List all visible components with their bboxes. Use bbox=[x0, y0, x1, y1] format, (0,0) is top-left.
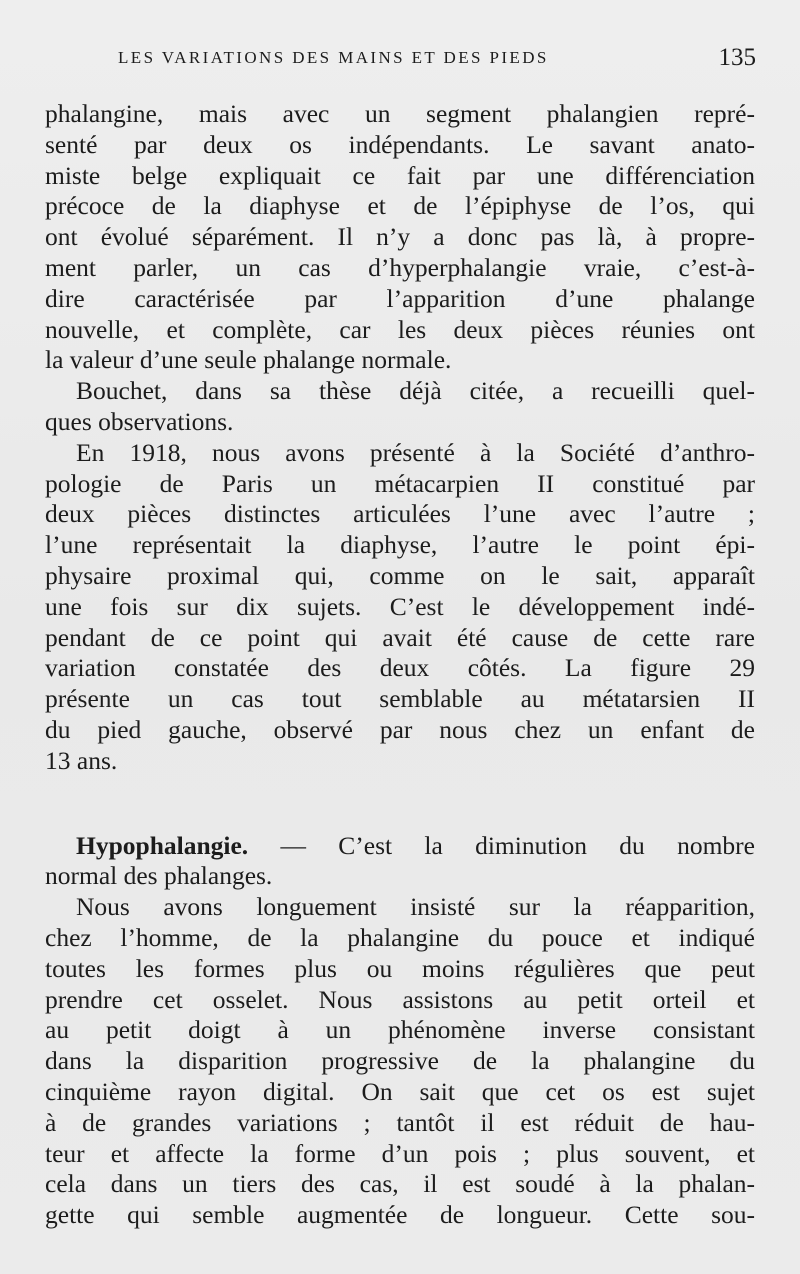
section-heading-text: — C’est la diminution du nombre bbox=[248, 830, 755, 860]
text-line: précoce de la diaphyse et de l’épiphyse de l’os, qui bbox=[45, 191, 755, 221]
text-line: l’une représentait la diaphyse, l’autre le point épi- bbox=[45, 530, 755, 560]
text-line: variation constatée des deux côtés. La figure 29 bbox=[45, 653, 755, 683]
section-hypophalangie bbox=[45, 831, 755, 893]
text-line: En 1918, nous avons présenté à la Société d’anthro- bbox=[76, 437, 755, 467]
running-title: LES VARIATIONS DES MAINS ET DES PIEDS bbox=[118, 48, 549, 67]
text-line: teur et affecte la forme d’un pois ; plus souvent, et bbox=[45, 1138, 755, 1168]
text-line: miste belge expliquait ce fait par une différenciation bbox=[45, 160, 755, 190]
text-line: la valeur d’une seule phalange normale. bbox=[45, 345, 452, 375]
text-line: cela dans un tiers des cas, il est soudé à la phalan- bbox=[45, 1169, 755, 1199]
text-line: senté par deux os indépendants. Le savant anato- bbox=[45, 129, 755, 159]
text-line: gette qui semble augmentée de longueur. Cette sou- bbox=[45, 1200, 755, 1230]
text-line: normal des phalanges. bbox=[45, 861, 273, 891]
text-line: présente un cas tout semblable au métatarsien II bbox=[45, 684, 755, 714]
text-line: pologie de Paris un métacarpien II constitué par bbox=[45, 468, 755, 498]
text-line: deux pièces distinctes articulées l’une avec l’autre ; bbox=[45, 499, 755, 529]
section-spacer bbox=[45, 777, 755, 831]
text-line: 13 ans. bbox=[45, 745, 118, 775]
text-line: pendant de ce point qui avait été cause de cette rare bbox=[45, 622, 755, 652]
paragraph-continuation bbox=[45, 99, 755, 376]
text-line: du pied gauche, observé par nous chez un enfant de bbox=[45, 714, 755, 744]
section-heading-line bbox=[45, 831, 755, 862]
text-line: nouvelle, et complète, car les deux pièces réunies ont bbox=[45, 314, 755, 344]
text-line: au petit doigt à un phénomène inverse consistant bbox=[45, 1015, 755, 1045]
text-line: ont évolué séparément. Il n’y a donc pas là, à propre- bbox=[45, 222, 755, 252]
paragraph-bouchet bbox=[45, 376, 755, 438]
page-number: 135 bbox=[718, 44, 756, 71]
section-heading-term: Hypophalangie. bbox=[76, 830, 249, 860]
text-line: ment parler, un cas d’hyperphalangie vraie, c’est-à- bbox=[45, 252, 755, 282]
text-line: Nous avons longuement insisté sur la réapparition, bbox=[76, 892, 755, 922]
text-line: Bouchet, dans sa thèse déjà citée, a recueilli quel- bbox=[76, 376, 755, 406]
paragraph-1918 bbox=[45, 438, 755, 777]
text-line: phalangine, mais avec un segment phalangien repré- bbox=[45, 99, 755, 128]
text-line: prendre cet osselet. Nous assistons au petit orteil et bbox=[45, 984, 755, 1014]
page-body bbox=[45, 99, 755, 1231]
running-header bbox=[118, 44, 756, 72]
text-line: dire caractérisée par l’apparition d’une phalange bbox=[45, 283, 755, 313]
text-line: toutes les formes plus ou moins régulières que peut bbox=[45, 953, 755, 983]
text-line: dans la disparition progressive de la phalangine du bbox=[45, 1046, 755, 1076]
text-line: cinquième rayon digital. On sait que cet os est sujet bbox=[45, 1076, 755, 1106]
text-line: physaire proximal qui, comme on le sait, apparaît bbox=[45, 560, 755, 590]
text-line: une fois sur dix sujets. C’est le développement indé- bbox=[45, 591, 755, 621]
text-line: chez l’homme, de la phalangine du pouce et indiqué bbox=[45, 922, 755, 952]
text-line: à de grandes variations ; tantôt il est réduit de hau- bbox=[45, 1107, 755, 1137]
text-line: ques observations. bbox=[45, 406, 234, 436]
paragraph-phalangine bbox=[45, 892, 755, 1231]
